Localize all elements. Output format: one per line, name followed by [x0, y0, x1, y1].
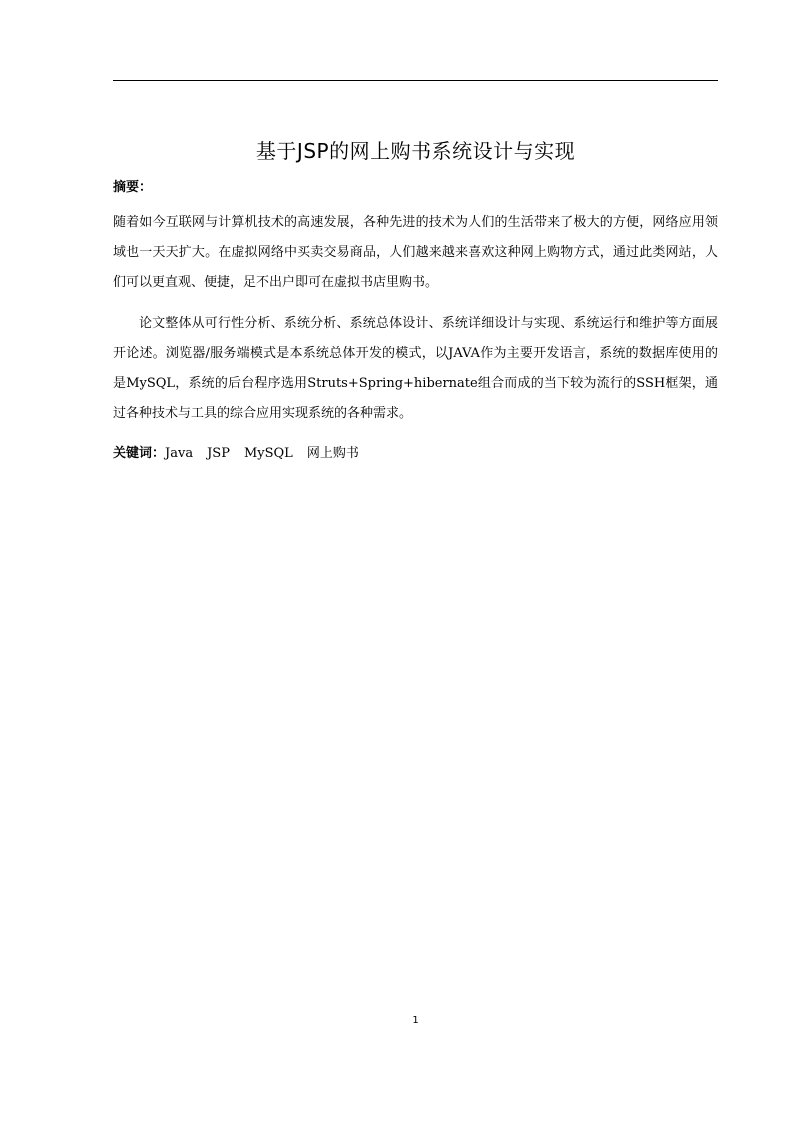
page-number: 1: [412, 1015, 419, 1026]
paper-title: 基于JSP的网上购书系统设计与实现: [255, 139, 576, 163]
abstract-paragraph-2: 论文整体从可行性分析、系统分析、系统总体设计、系统详细设计与实现、系统运行和维护等方面展开论述。浏览器/服务端模式是本系统总体开发的模式，以JAVA作为主要开发语言，系统的数据库使用的是MySQL，系统的后台程序选用Struts+Spring+hibernate组合而成的当下较为流行的SSH框架，通过各种技术与工具的综合应用实现系统的各种需求。: [113, 316, 718, 421]
keyword-item: Java: [165, 446, 194, 461]
abstract-paragraph-1: 随着如今互联网与计算机技术的高速发展，各种先进的技术为人们的生活带来了极大的方便，网络应用领域也一天天扩大。在虚拟网络中买卖交易商品，人们越来越来喜欢这种网上购物方式，通过此类网站，人们可以更直观、便捷，足不出户即可在虚拟书店里购书。: [113, 215, 718, 290]
header-rule: [113, 80, 718, 81]
keyword-item: MySQL: [243, 446, 293, 461]
keyword-item: 网上购书: [306, 446, 359, 461]
keyword-item: JSP: [207, 446, 230, 461]
keywords-line: [113, 444, 718, 464]
keywords-label: 关键词：: [113, 446, 166, 461]
abstract-label: 摘要：: [113, 180, 153, 195]
